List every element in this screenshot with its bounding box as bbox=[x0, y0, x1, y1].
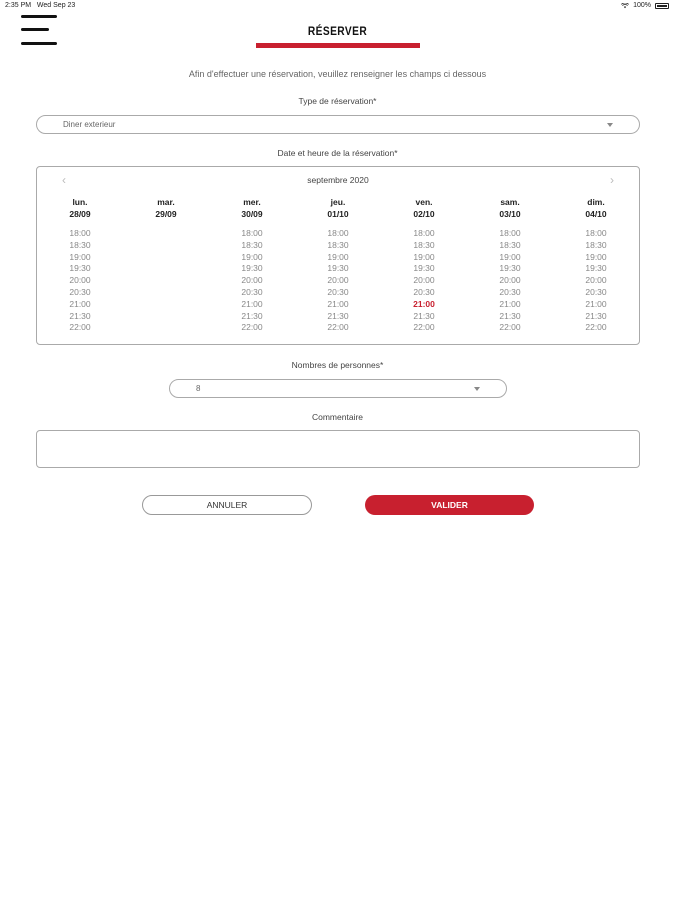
calendar-prev-icon[interactable]: ‹ bbox=[62, 173, 66, 187]
calendar-day-date: 01/10 bbox=[327, 209, 349, 219]
type-label: Type de réservation* bbox=[298, 96, 377, 106]
time-slot[interactable]: 21:00 bbox=[585, 298, 607, 309]
calendar-day-column bbox=[381, 197, 467, 334]
chevron-down-icon bbox=[474, 387, 480, 391]
time-slot[interactable]: 21:00 bbox=[413, 298, 435, 309]
time-slot[interactable]: 18:30 bbox=[327, 239, 349, 250]
calendar-day-column bbox=[123, 197, 209, 334]
time-slot[interactable]: 20:00 bbox=[585, 275, 607, 286]
calendar-day-name: dim. bbox=[587, 197, 605, 207]
calendar-slots bbox=[553, 228, 639, 334]
calendar-days bbox=[37, 197, 639, 334]
calendar-slots bbox=[37, 228, 123, 334]
calendar-day-name: mar. bbox=[157, 197, 175, 207]
time-slot[interactable]: 19:00 bbox=[585, 251, 607, 262]
time-slot[interactable]: 21:00 bbox=[241, 298, 263, 309]
calendar-day-name: mer. bbox=[243, 197, 261, 207]
calendar-day-name: lun. bbox=[72, 197, 88, 207]
time-slot[interactable]: 21:00 bbox=[69, 298, 91, 309]
time-slot[interactable]: 18:30 bbox=[585, 239, 607, 250]
time-slot[interactable]: 20:30 bbox=[327, 286, 349, 297]
time-slot[interactable]: 19:00 bbox=[499, 251, 521, 262]
time-slot[interactable]: 18:30 bbox=[413, 239, 435, 250]
calendar-day-name: sam. bbox=[500, 197, 520, 207]
time-slot[interactable]: 21:30 bbox=[327, 310, 349, 321]
time-slot[interactable]: 18:30 bbox=[241, 239, 263, 250]
time-slot[interactable]: 18:30 bbox=[69, 239, 91, 250]
reservation-type-select[interactable] bbox=[36, 115, 640, 134]
time-slot[interactable]: 19:30 bbox=[413, 263, 435, 274]
calendar-day-name: jeu. bbox=[330, 197, 346, 207]
calendar-day-date: 04/10 bbox=[585, 209, 607, 219]
reservation-type-value: Diner exterieur bbox=[63, 120, 116, 129]
time-slot[interactable]: 18:00 bbox=[585, 228, 607, 238]
chevron-down-icon bbox=[607, 123, 613, 127]
wifi-icon bbox=[621, 3, 629, 9]
calendar-day-name: ven. bbox=[415, 197, 433, 207]
status-time-date: 2:35 PM Wed Sep 23 bbox=[5, 2, 76, 9]
time-slot[interactable]: 22:00 bbox=[241, 322, 263, 333]
validate-button[interactable]: VALIDER bbox=[365, 495, 534, 515]
persons-select[interactable] bbox=[169, 379, 507, 398]
calendar-day-column bbox=[37, 197, 123, 334]
title-underline bbox=[256, 43, 420, 48]
time-slot[interactable]: 20:30 bbox=[413, 286, 435, 297]
calendar-day-date: 02/10 bbox=[413, 209, 435, 219]
time-slot[interactable]: 21:00 bbox=[327, 298, 349, 309]
persons-value: 8 bbox=[196, 384, 201, 393]
comment-textarea[interactable] bbox=[36, 430, 640, 468]
time-slot[interactable]: 21:00 bbox=[499, 298, 521, 309]
calendar-day-column bbox=[553, 197, 639, 334]
calendar-day-date: 30/09 bbox=[241, 209, 263, 219]
time-slot[interactable]: 21:30 bbox=[499, 310, 521, 321]
persons-label: Nombres de personnes* bbox=[291, 360, 384, 370]
time-slot[interactable]: 21:30 bbox=[585, 310, 607, 321]
time-slot[interactable]: 19:30 bbox=[585, 263, 607, 274]
time-slot[interactable]: 19:30 bbox=[69, 263, 91, 274]
cancel-button[interactable]: ANNULER bbox=[142, 495, 312, 515]
calendar-day-date: 29/09 bbox=[155, 209, 177, 219]
calendar-slots bbox=[295, 228, 381, 334]
time-slot[interactable]: 21:30 bbox=[241, 310, 263, 321]
time-slot[interactable]: 19:00 bbox=[69, 251, 91, 262]
status-bar bbox=[0, 0, 675, 12]
time-slot[interactable]: 19:00 bbox=[241, 251, 263, 262]
time-slot[interactable]: 19:30 bbox=[241, 263, 263, 274]
time-slot[interactable]: 20:30 bbox=[499, 286, 521, 297]
page-title: RÉSERVER bbox=[307, 24, 368, 38]
calendar-month: septembre 2020 bbox=[307, 175, 369, 185]
time-slot[interactable]: 22:00 bbox=[499, 322, 521, 333]
time-slot[interactable]: 18:00 bbox=[241, 228, 263, 238]
time-slot[interactable]: 18:00 bbox=[69, 228, 91, 238]
time-slot[interactable]: 19:30 bbox=[327, 263, 349, 274]
time-slot[interactable]: 18:00 bbox=[499, 228, 521, 238]
time-slot[interactable]: 22:00 bbox=[69, 322, 91, 333]
time-slot[interactable]: 22:00 bbox=[585, 322, 607, 333]
time-slot[interactable]: 20:00 bbox=[241, 275, 263, 286]
battery-icon bbox=[655, 3, 669, 9]
time-slot[interactable]: 20:00 bbox=[499, 275, 521, 286]
time-slot[interactable]: 20:00 bbox=[69, 275, 91, 286]
time-slot[interactable]: 18:00 bbox=[413, 228, 435, 238]
calendar-day-date: 03/10 bbox=[499, 209, 521, 219]
time-slot[interactable]: 19:00 bbox=[413, 251, 435, 262]
time-slot[interactable]: 21:30 bbox=[69, 310, 91, 321]
intro-text: Afin d'effectuer une réservation, veuillez renseigner les champs ci dessous bbox=[188, 69, 487, 79]
calendar bbox=[36, 166, 640, 345]
time-slot[interactable]: 18:00 bbox=[327, 228, 349, 238]
datetime-label: Date et heure de la réservation* bbox=[277, 148, 398, 158]
time-slot[interactable]: 18:30 bbox=[499, 239, 521, 250]
calendar-slots bbox=[381, 228, 467, 334]
time-slot[interactable]: 22:00 bbox=[413, 322, 435, 333]
time-slot[interactable]: 19:00 bbox=[327, 251, 349, 262]
time-slot[interactable]: 22:00 bbox=[327, 322, 349, 333]
time-slot[interactable]: 19:30 bbox=[499, 263, 521, 274]
status-right bbox=[621, 2, 669, 9]
time-slot[interactable]: 20:30 bbox=[69, 286, 91, 297]
calendar-next-icon[interactable]: › bbox=[610, 173, 614, 187]
calendar-day-column bbox=[295, 197, 381, 334]
time-slot[interactable]: 20:00 bbox=[413, 275, 435, 286]
time-slot[interactable]: 20:30 bbox=[241, 286, 263, 297]
time-slot[interactable]: 20:00 bbox=[327, 275, 349, 286]
time-slot[interactable]: 20:30 bbox=[585, 286, 607, 297]
comment-label: Commentaire bbox=[311, 412, 364, 422]
calendar-slots bbox=[467, 228, 553, 334]
calendar-day-date: 28/09 bbox=[69, 209, 91, 219]
calendar-slots bbox=[209, 228, 295, 334]
calendar-day-column bbox=[209, 197, 295, 334]
time-slot[interactable]: 21:30 bbox=[413, 310, 435, 321]
calendar-day-column bbox=[467, 197, 553, 334]
battery-percent: 100% bbox=[633, 2, 651, 9]
